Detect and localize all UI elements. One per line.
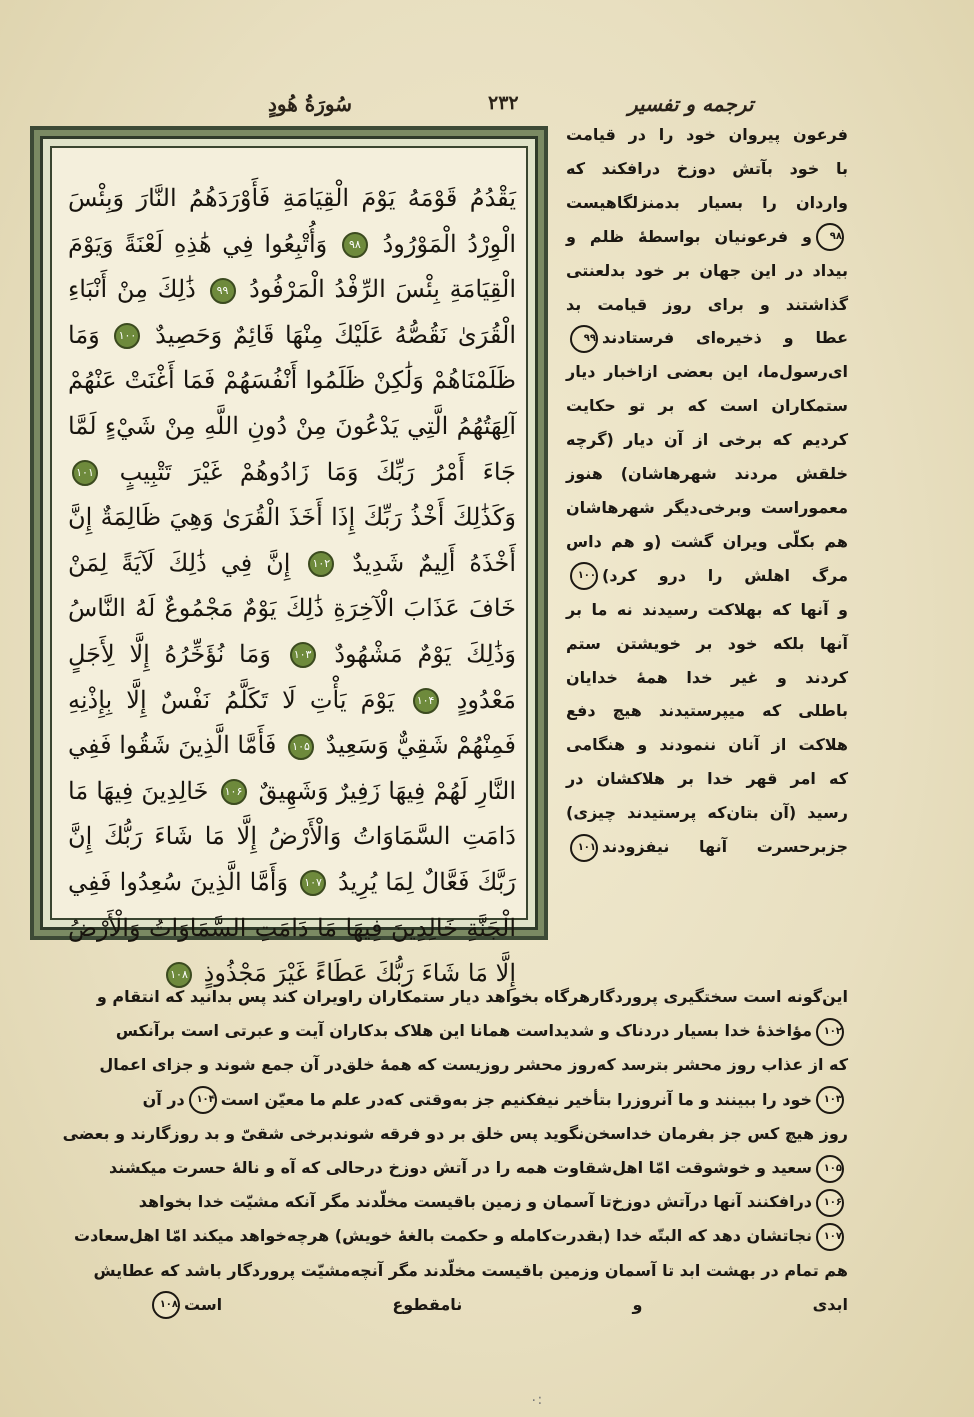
translation-line xyxy=(566,728,848,762)
translation-line xyxy=(96,980,848,1014)
quran-verse-text: فَأَمَّا الَّذِينَ شَقُوا فَفِي النَّارِ لَهُمْ فِيهَا زَفِيرٌ وَشَهِيقٌ xyxy=(68,731,516,805)
translation-text: نجاتشان دهد که البتّه خدا (بقدرت‌کامله و حکمت بالغهٔ خویش) هرچه‌خواهد میکند xyxy=(192,1226,812,1246)
translation-line xyxy=(566,457,848,491)
quran-verse-text: وَأَمَّا الَّذِينَ سُعِدُوا فَفِي الْجَنَّةِ خَالِدِينَ فِيهَا مَا دَامَتِ السَّمَاوَاتُ وَالْأَرْضُ إِلَّا مَا شَاءَ رَبُّكَ عَطَاءً غَيْرَ مَجْذُوذٍ xyxy=(68,867,516,988)
translation-text: و ما آنروزرا بتأخیر نیفکنیم جز به‌وقتی که‌در علم ما معیّن است xyxy=(220,1089,716,1109)
quran-verse-text: وَمَا ظَلَمْنَاهُمْ وَلَٰكِنْ ظَلَمُوا أَنْفُسَهُمْ فَمَا أَغْنَتْ عَنْهُمْ آلِهَتُهُمُ الَّتِي يَدْعُونَ مِنْ دُونِ اللَّهِ مِنْ شَيْءٍ لَمَّا جَاءَ أَمْرُ رَبِّكَ وَمَا زَادُوهُمْ غَيْرَ تَتْبِيبٍ xyxy=(68,320,516,486)
translation-line xyxy=(566,491,848,525)
book-title-header: ترجمه و تفسیر xyxy=(628,92,754,116)
translation-text: ای‌رسول‌ما، این بعضی ازاخبار دیار xyxy=(566,362,848,382)
translation-text: امّا اهل‌شقاوت همه را در آتش دوزخ درحالی که آه و نالهٔ حسرت میکشند xyxy=(109,1158,676,1178)
quran-arabic-text xyxy=(68,176,516,997)
translation-line xyxy=(73,1219,848,1253)
quran-verse-text: خَالِدِينَ فِيهَا مَا دَامَتِ السَّمَاوَاتُ وَالْأَرْضُ إِلَّا مَا شَاءَ رَبُّكَ إِنَّ رَبَّكَ فَعَّالٌ لِمَا يُرِيدُ xyxy=(68,776,516,896)
translation-text: معموراست وبرخی‌دیگر شهرهاشان xyxy=(566,497,848,517)
translation-line xyxy=(566,220,848,254)
quran-verse-text: ذَٰلِكَ مِنْ أَنْبَاءِ الْقُرَىٰ نَقُصُّهُ عَلَيْكَ مِنْهَا قَائِمٌ وَحَصِيدٌ xyxy=(68,275,516,349)
translation-text: جزبرحسرت آنها نیفزودند xyxy=(602,837,848,857)
translation-text: همانا این هلاک بدکاران آیت و عبرتی است برآنکس xyxy=(115,1021,516,1041)
quran-verse-text: وَمَا نُؤَخِّرُهُ إِلَّا لِأَجَلٍ مَعْدُودٍ xyxy=(68,639,516,714)
translation-line xyxy=(566,152,848,186)
translation-text: ستمکاران است که بر تو حکایت xyxy=(566,396,848,416)
translation-text: در آن xyxy=(142,1089,185,1109)
quran-verse-text: إِنَّ فِي ذَٰلِكَ لَآيَةً لِمَنْ خَافَ عَذَابَ الْآخِرَةِ ذَٰلِكَ يَوْمٌ مَجْمُوعٌ لَهُ النَّاسُ وَذَٰلِكَ يَوْمٌ مَشْهُودٌ xyxy=(68,548,517,668)
translation-text: هم بکلّی ویران گشت (و هم داس xyxy=(566,531,848,551)
verse-number-marker: ۹۹ xyxy=(570,325,598,353)
translation-line xyxy=(566,559,848,593)
translation-text: کردیم که برخی از آن دیار (گرچه xyxy=(566,430,848,450)
ayah-number-marker: ۱۰۱ xyxy=(72,460,98,486)
translation-line xyxy=(566,525,848,559)
page-footer-mark: ۰: xyxy=(530,1392,543,1408)
ayah-number-marker: ۱۰۶ xyxy=(221,779,247,805)
translation-text: سعید و خوشوقت xyxy=(675,1158,812,1178)
ayah-number-marker: ۹۹ xyxy=(210,278,236,304)
translation-text: درافکنند xyxy=(747,1192,812,1212)
translation-line xyxy=(566,118,848,152)
ayah-number-marker: ۱۰۴ xyxy=(413,688,439,714)
verse-number-marker: ۱۰۸ xyxy=(152,1291,180,1319)
translation-line xyxy=(566,288,848,322)
ayah-number-marker: ۱۰۸ xyxy=(166,962,192,988)
verse-number-marker: ۱۰۰ xyxy=(570,562,598,590)
translation-line xyxy=(99,1048,848,1082)
ayah-number-marker: ۱۰۵ xyxy=(288,734,314,760)
quran-verse-text: يَوْمَ يَأْتِ لَا تَكَلَّمُ نَفْسٌ إِلَّا بِإِذْنِهِ فَمِنْهُمْ شَقِيٌّ وَسَعِيدٌ xyxy=(68,685,516,760)
verse-number-marker: ۱۰۵ xyxy=(816,1155,844,1183)
translation-text: آنها بلکه خود بر خویشتن ستم xyxy=(566,633,848,653)
translation-text: و آنها که بهلاکت رسیدند نه ما بر xyxy=(566,599,848,619)
translation-text: هم تمام در بهشت ابد تا آسمان وزمین باقیست مخلّدند مگر آنچه‌مشیّت پروردگار باشد که عطایش xyxy=(93,1260,848,1280)
verse-number-marker: ۱۰۲ xyxy=(816,1018,844,1046)
translation-line xyxy=(566,321,848,355)
translation-text: آنها درآتش دوزخ‌تا آسمان و زمین باقیست مخلّدند مگر آنکه مشیّت خدا بخواهد xyxy=(138,1192,747,1212)
translation-line xyxy=(115,1014,848,1048)
translation-line xyxy=(566,762,848,796)
quran-verse-text: وَكَذَٰلِكَ أَخْذُ رَبِّكَ إِذَا أَخَذَ الْقُرَىٰ وَهِيَ ظَالِمَةٌ إِنَّ أَخْذَهُ أَلِيمٌ شَدِيدٌ xyxy=(68,503,516,577)
frame-border xyxy=(40,136,538,988)
translation-line xyxy=(93,1254,848,1288)
translation-text: رسید (آن بتان‌که پرستیدند چیزی) xyxy=(566,803,848,823)
quran-verse-text: يَقْدُمُ قَوْمَهُ يَوْمَ الْقِيَامَةِ فَأَوْرَدَهُمُ النَّارَ وَبِئْسَ الْوِرْدُ الْمَوْرُودُ xyxy=(68,184,516,258)
translation-text: کردند و غیر خدا همهٔ خدایان xyxy=(566,667,848,687)
verse-number-marker: ۱۰۴ xyxy=(189,1086,217,1114)
translation-text: هلاکت از آنان ننمودند و هنگامی xyxy=(566,735,848,755)
translation-text: با خود بآتش دوزخ درافکند که xyxy=(566,158,848,178)
translation-text: باطلی که میپرستیدند هیچ دفع xyxy=(566,701,848,721)
translation-line xyxy=(148,1288,848,1322)
ayah-number-marker: ۱۰۳ xyxy=(290,642,316,668)
translation-text: مؤاخذهٔ خدا بسیار دردناک و شدیداست xyxy=(515,1021,812,1041)
translation-line xyxy=(142,1083,848,1117)
translation-line xyxy=(566,627,848,661)
translation-line xyxy=(566,661,848,695)
verse-number-marker: ۹۸ xyxy=(816,223,844,251)
translation-line xyxy=(566,389,848,423)
translation-text: که از عذاب روز محشر بترسد که‌روز محشر روزیست که همهٔ خلق‌در آن جمع شوند و جزای اعمال xyxy=(99,1055,848,1075)
translation-line xyxy=(566,694,848,728)
translation-text: عطا و ذخیره‌ای فرستادند xyxy=(602,328,848,348)
translation-text: مرگ اهلش را درو کرد) xyxy=(602,565,848,585)
translation-line xyxy=(62,1117,848,1151)
translation-line xyxy=(566,186,848,220)
translation-line xyxy=(138,1185,848,1219)
verse-number-marker: ۱۰۶ xyxy=(816,1189,844,1217)
translation-line xyxy=(566,593,848,627)
verse-number-marker: ۱۰۷ xyxy=(816,1223,844,1251)
persian-translation-bottom xyxy=(62,980,848,1322)
persian-translation-side xyxy=(566,118,848,864)
translation-line xyxy=(566,423,848,457)
translation-line xyxy=(566,796,848,830)
page-number: ۲۳۲ xyxy=(488,92,519,114)
translation-text: که امر قهر خدا بر هلاکشان در xyxy=(566,769,848,789)
quran-text-frame xyxy=(30,126,548,988)
surah-title-header: سُورَةُ هُودٍ xyxy=(268,92,352,116)
ayah-number-marker: ۱۰۰ xyxy=(114,323,140,349)
verse-number-marker: ۱۰۳ xyxy=(816,1086,844,1114)
translation-text: و فرعونیان بواسطهٔ ظلم و xyxy=(566,226,812,246)
translation-line xyxy=(566,355,848,389)
translation-text: فرعون پیروان خود را در قیامت xyxy=(566,125,848,144)
translation-text: گذاشتند و برای روز قیامت بد xyxy=(566,294,848,314)
translation-text: خلقش مردند شهرهاشان) هنوز xyxy=(566,464,848,484)
translation-line xyxy=(109,1151,848,1185)
translation-text: ابدی و نامقطوع است xyxy=(184,1294,848,1314)
translation-text: این‌گونه است سختگیری پروردگارهرگاه بخواهد دیار ستمکاران راویران کند پس بدانید که انتقام و xyxy=(96,987,848,1006)
frame-inner-border xyxy=(50,146,528,988)
verse-number-marker: ۱۰۱ xyxy=(570,834,598,862)
ayah-number-marker: ۹۸ xyxy=(342,232,368,258)
translation-line xyxy=(566,254,848,288)
translation-text: خود را ببینند xyxy=(715,1089,812,1109)
ayah-number-marker: ۱۰۷ xyxy=(300,870,326,896)
translation-text: واردان را بسیار بدمنزلگاهیست xyxy=(566,192,848,212)
translation-text: امّا اهل‌سعادت xyxy=(73,1226,193,1246)
translation-text: بیداد در این جهان بر خود بدلعنتی xyxy=(566,260,848,280)
quran-verse-text: وَأُتْبِعُوا فِي هَٰذِهِ لَعْنَةً وَيَوْمَ الْقِيَامَةِ بِئْسَ الرِّفْدُ الْمَرْفُودُ xyxy=(68,229,516,304)
ayah-number-marker: ۱۰۲ xyxy=(308,551,334,577)
translation-line xyxy=(566,830,848,864)
translation-text: روز هیچ کس جز بفرمان خداسخن‌نگوید پس خلق بر دو فرقه شوندبرخی شقیّ و بد روزگارند و بعضی xyxy=(62,1123,848,1143)
